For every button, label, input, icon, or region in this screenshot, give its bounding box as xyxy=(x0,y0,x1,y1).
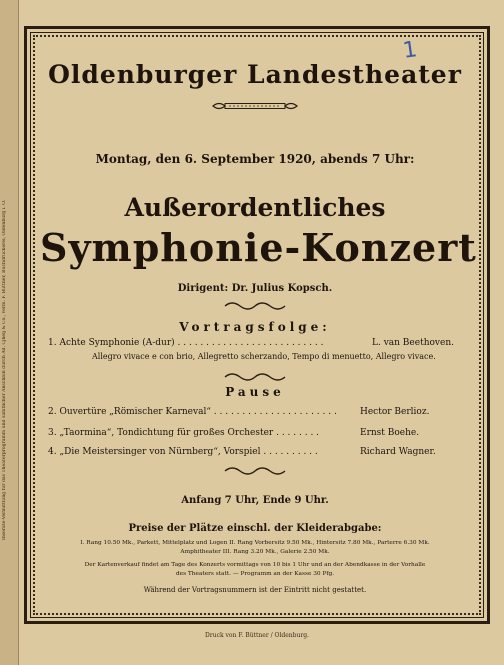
side-imprint: Inserate-Vermittlung für das Theaterprogramm und sämtlicher Anschluß durch Ad. Cjhelj & Co., verm. F. Büttner, Buchdruckerei, Oldenburg i. O. xyxy=(2,199,7,540)
title-line-2: Symphonie-Konzert xyxy=(40,225,477,270)
sales-line-2: des Theaters statt. — Programm an der Kasse 30 Pfg. xyxy=(175,571,335,577)
program-heading: Vortragsfolge: xyxy=(179,320,331,334)
theater-title: Oldenburger Landestheater xyxy=(48,60,462,89)
binding-strip xyxy=(0,0,19,665)
conductor: Dirigent: Dr. Julius Kopsch. xyxy=(177,283,333,294)
program-number: 4. xyxy=(48,447,57,457)
date-line: Montag, den 6. September 1920, abends 7 Uhr: xyxy=(95,152,415,166)
ornament-small-2 xyxy=(220,371,290,383)
pause-heading: Pause xyxy=(225,385,285,399)
prices-line-2: Amphitheater III. Rang 3.20 Mk., Galerie 2.50 Mk. xyxy=(180,549,330,555)
program-item-3 xyxy=(48,428,319,438)
printer-imprint: Druck von F. Büttner / Oldenburg. xyxy=(205,632,309,639)
sales-line-1: Der Kartenverkauf findet am Tage des Konzerts vormittags von 10 bis 1 Uhr und an der Abendkasse in der Vorhalle xyxy=(84,562,426,568)
program-dots: . . . . . . . . . . . . . . . . . . . . . . . . . . xyxy=(177,338,324,348)
program-item-4 xyxy=(48,447,318,457)
program-item-1 xyxy=(48,338,323,348)
title-line-1: Außerordentliches xyxy=(124,193,386,222)
program-composer-1: L. van Beethoven. xyxy=(372,338,454,348)
program-content xyxy=(40,40,477,614)
program-item-2 xyxy=(48,407,337,417)
program-title: „Die Meistersinger von Nürnberg“, Vorspiel xyxy=(59,447,261,457)
program-title: „Taormina“, Tondichtung für großes Orchester xyxy=(59,428,274,438)
program-number: 3. xyxy=(48,428,57,438)
program-title: Ouvertüre „Römischer Karneval“ xyxy=(59,407,211,417)
prices-heading: Preise der Plätze einschl. der Kleiderabgabe: xyxy=(128,523,382,534)
movements: Allegro vivace e con brio, Allegretto scherzando, Tempo di menuetto, Allegro vivace. xyxy=(92,352,436,361)
program-number: 2. xyxy=(48,407,57,417)
program-composer-3: Ernst Boehe. xyxy=(360,428,420,438)
prices-line-1: I. Rang 10.50 Mk., Parkett, Mittelplatz und Logen II. Rang Vorbersitz 9.50 Mk., Hintersitz 7.80 Mk., Parterre 6.30 Mk. xyxy=(80,540,430,546)
program-composer-2: Hector Berlioz. xyxy=(360,407,430,417)
ornament-divider xyxy=(205,100,305,112)
ornament-small xyxy=(220,300,290,312)
entry-notice: Während der Vortragsnummern ist der Eintritt nicht gestattet. xyxy=(143,586,367,594)
program-dots: . . . . . . . . . . . . . . . . . . . . . . xyxy=(213,407,337,417)
program-dots: . . . . . . . . . . xyxy=(263,447,318,457)
performance-times: Anfang 7 Uhr, Ende 9 Uhr. xyxy=(181,495,329,506)
program-number: 1. xyxy=(48,338,57,348)
ornament-small-3 xyxy=(220,465,290,477)
program-dots: . . . . . . . . xyxy=(276,428,320,438)
program-title: Achte Symphonie (A-dur) xyxy=(59,338,175,348)
program-composer-4: Richard Wagner. xyxy=(360,447,436,457)
pencil-mark: 1 xyxy=(401,37,419,64)
